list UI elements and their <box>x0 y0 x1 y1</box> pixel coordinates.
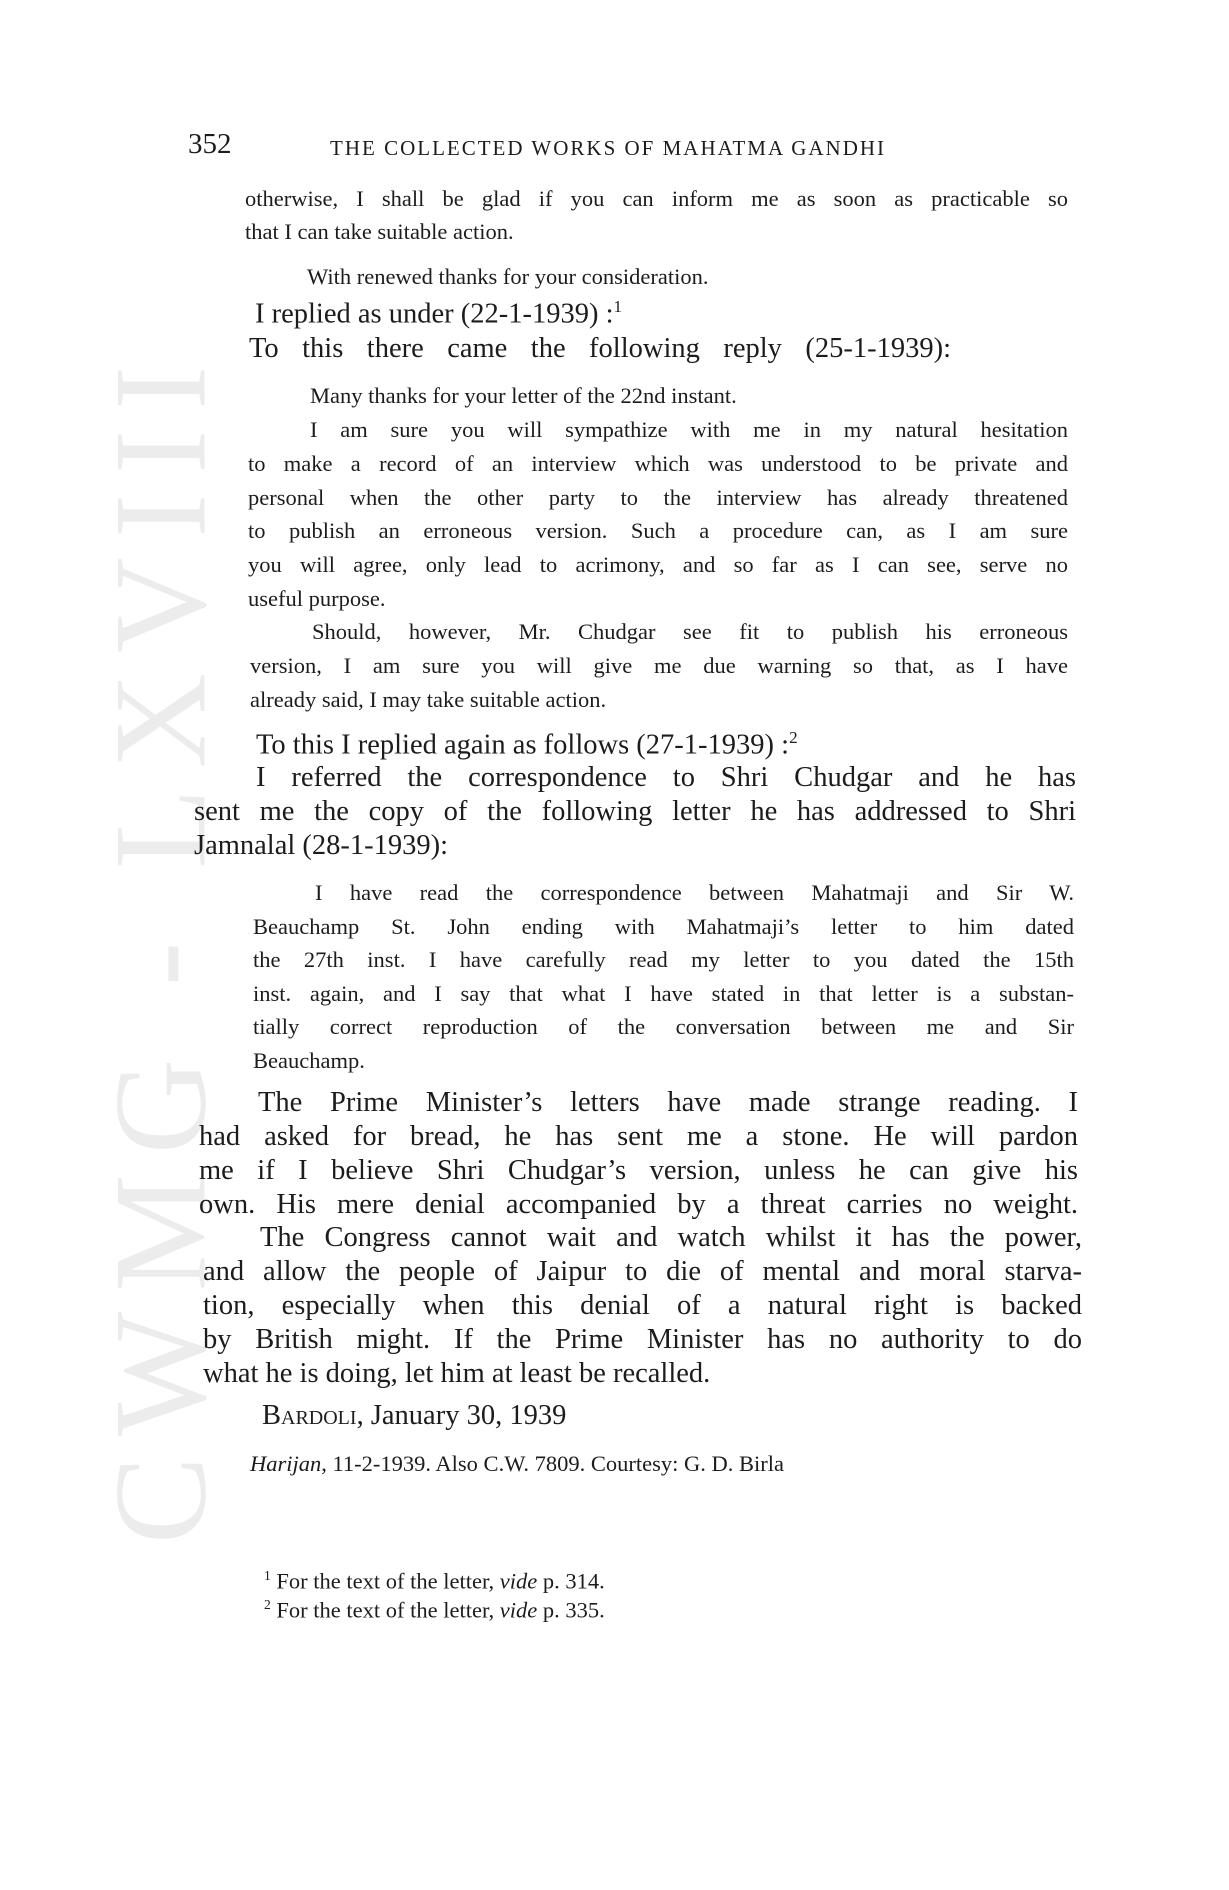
congress-para-line: tion, especially when this denial of a natural right is backed <box>203 1290 1082 1321</box>
reply-letter-line: Should, however, Mr. Chudgar see fit to publish his erroneous <box>312 619 1068 644</box>
page-number: 352 <box>188 128 232 160</box>
reply-letter-line: to publish an erroneous version. Such a procedure can, as I am sure <box>248 518 1068 543</box>
top-quote-line: otherwise, I shall be glad if you can inform me as soon as practicable so <box>245 186 1068 211</box>
replied-line: I replied as under (22-1-1939) :$^1$ <box>255 297 623 330</box>
chudgar-letter-line: Beauchamp St. John ending with Mahatmaji’s letter to him dated <box>253 914 1074 939</box>
chudgar-letter-line: inst. again, and I say that what I have stated in that letter is a substan- <box>253 981 1074 1006</box>
footnote: $^2$ For the text of the letter, vide p. 335. <box>264 1597 605 1623</box>
watermark <box>86 345 234 1545</box>
reply-letter-line: I am sure you will sympathize with me in my natural hesitation <box>310 417 1068 442</box>
congress-para-line: what he is doing, let him at least be recalled. <box>203 1358 711 1389</box>
footnote-ref: 2 <box>789 728 798 747</box>
pm-para-line: me if I believe Shri Chudgar’s version, unless he can give his <box>199 1155 1078 1186</box>
reply-letter-line: to make a record of an interview which was understood to be private and <box>248 451 1068 476</box>
reply-letter-line: you will agree, only lead to acrimony, and so far as I can see, serve no <box>248 552 1068 577</box>
footnote-ref: 1 <box>613 297 623 316</box>
referred-para-line: sent me the copy of the following letter he has addressed to Shri <box>194 796 1076 827</box>
referred-para-line: Jamnalal (28-1-1939): <box>194 830 449 861</box>
pm-para-line: The Prime Minister’s letters have made strange reading. I <box>258 1087 1078 1118</box>
dateline-place: Bardoli <box>262 1400 357 1431</box>
congress-para-line: The Congress cannot wait and watch whilst it has the power, <box>260 1222 1082 1253</box>
top-quote-line: With renewed thanks for your consideration. <box>307 264 709 289</box>
source-publication: Harijan <box>250 1451 322 1476</box>
reply-letter-line: useful purpose. <box>248 586 386 611</box>
source-details: , 11-2-1939. Also C.W. 7809. Courtesy: G. D. Birla <box>321 1451 784 1476</box>
pm-para-line: own. His mere denial accompanied by a threat carries no weight. <box>199 1189 1078 1220</box>
chudgar-letter-line: Beauchamp. <box>253 1048 365 1073</box>
congress-para-line: and allow the people of Jaipur to die of mental and moral starva- <box>203 1256 1082 1287</box>
reply-letter-line: personal when the other party to the interview has already threatened <box>248 485 1068 510</box>
reply-letter-line: Many thanks for your letter of the 22nd instant. <box>310 383 737 408</box>
top-quote-line: that I can take suitable action. <box>245 219 514 244</box>
congress-para-line: by British might. If the Prime Minister has no authority to do <box>203 1324 1082 1355</box>
chudgar-letter-line: the 27th inst. I have carefully read my letter to you dated the 15th <box>253 947 1074 972</box>
running-title: THE COLLECTED WORKS OF MAHATMA GANDHI <box>330 136 887 160</box>
chudgar-letter-line: tially correct reproduction of the conversation between me and Sir <box>253 1014 1074 1039</box>
chudgar-letter-line: I have read the correspondence between Mahatmaji and Sir W. <box>315 880 1074 905</box>
watermark-text: CWMG - LXVIII <box>86 345 234 1545</box>
source-citation <box>250 1451 784 1477</box>
dateline-date: , January 30, 1939 <box>356 1400 567 1431</box>
reply-came-line: To this there came the following reply (25-1-1939): <box>249 333 951 364</box>
replied-again-line: To this I replied again as follows (27-1-1939) :$^2$ <box>256 728 798 761</box>
pm-para-line: had asked for bread, he has sent me a stone. He will pardon <box>199 1121 1078 1152</box>
referred-para-line: I referred the correspondence to Shri Chudgar and he has <box>256 762 1076 793</box>
footnote: $^1$ For the text of the letter, vide p. 314. <box>264 1568 605 1594</box>
reply-letter-line: version, I am sure you will give me due warning so that, as I have <box>250 653 1068 678</box>
reply-letter-line: already said, I may take suitable action. <box>250 687 607 712</box>
dateline <box>262 1400 566 1432</box>
